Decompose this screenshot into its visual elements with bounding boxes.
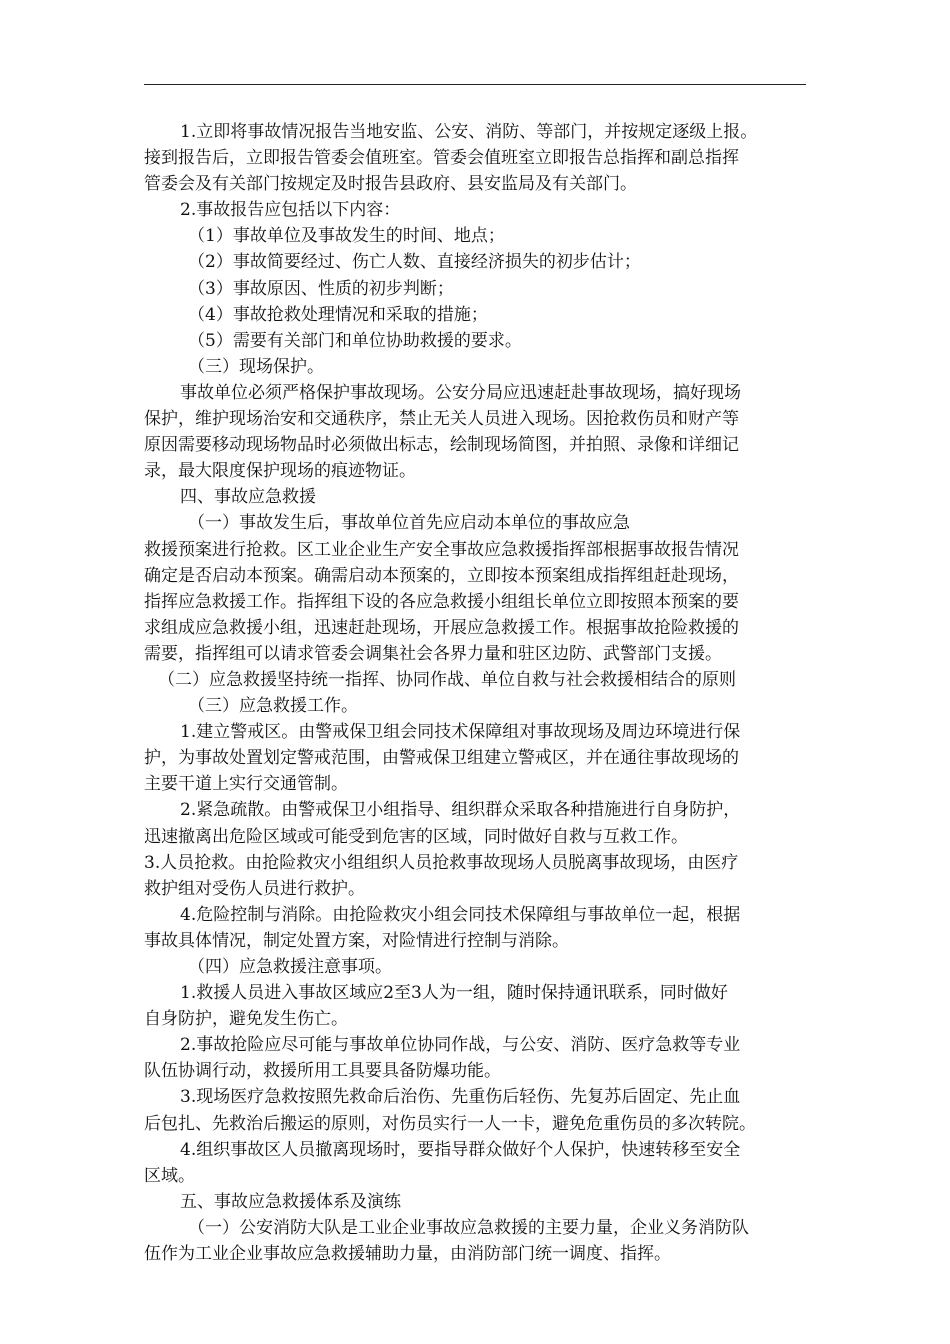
text-line: 区域。: [144, 1165, 195, 1186]
text-line: 管委会及有关部门按规定及时报告县政府、县安监局及有关部门。: [144, 174, 637, 195]
text-line: 伍作为工业企业事故应急救援辅助力量，由消防部门统一调度、指挥。: [144, 1244, 671, 1265]
text-line: 4.危险控制与消除。由抢险救灾小组会同技术保障组与事故单位一起，根据: [180, 904, 741, 925]
text-line: 自身防护，避免发生伤亡。: [144, 1009, 348, 1030]
text-line: 保护，维护现场治安和交通秩序，禁止无关人员进入现场。因抢救伤员和财产等: [144, 409, 739, 430]
text-line: 2.事故报告应包括以下内容：: [180, 200, 401, 221]
header-rule: [144, 84, 806, 85]
text-line: （一）公安消防大队是工业企业事故应急救援的主要力量，企业义务消防队: [188, 1217, 749, 1238]
text-line: 4.组织事故区人员撤离现场时，要指导群众做好个人保护，快速转移至安全: [180, 1139, 741, 1160]
text-line: 五、事故应急救援体系及演练: [180, 1191, 401, 1212]
text-line: （1）事故单位及事故发生的时间、地点；: [188, 226, 505, 247]
text-line: （三）现场保护。: [188, 356, 324, 377]
text-line: 1.建立警戒区。由警戒保卫组会同技术保障组对事故现场及周边环境进行保: [180, 722, 741, 743]
text-line: 队伍协调行动，救援所用工具要具备防爆功能。: [144, 1061, 501, 1082]
text-line: （四）应急救援注意事项。: [188, 957, 392, 977]
text-line: 救援预案进行抢救。区工业企业生产安全事故应急救援指挥部根据事故报告情况: [144, 539, 739, 560]
text-line: 指挥应急救援工作。指挥组下设的各应急救援小组组长单位立即按照本预案的要: [144, 591, 739, 612]
text-line: 求组成应急救援小组，迅速赶赴现场，开展应急救援工作。根据事故抢险救援的: [144, 617, 739, 638]
text-line: 1.立即将事故情况报告当地安监、公安、消防、等部门，并按规定逐级上报。: [180, 122, 758, 142]
text-line: 接到报告后，立即报告管委会值班室。管委会值班室立即报告总指挥和副总指挥: [144, 148, 739, 169]
text-line: 3.人员抢救。由抢险救灾小组组织人员抢救事故现场人员脱离事故现场，由医疗: [144, 852, 739, 873]
text-line: （二）应急救援坚持统一指挥、协同作战、单位自救与社会救援相结合的原则: [158, 669, 736, 690]
text-line: （3）事故原因、性质的初步判断；: [188, 278, 454, 299]
text-line: 2.紧急疏散。由警戒保卫小组指导、组织群众采取各种措施进行自身防护，: [180, 800, 741, 821]
text-line: （5）需要有关部门和单位协助救援的要求。: [188, 330, 522, 351]
text-line: （三）应急救援工作。: [188, 696, 358, 717]
text-line: 录，最大限度保护现场的痕迹物证。: [144, 461, 416, 482]
text-line: 后包扎、先救治后搬运的原则，对伤员实行一人一卡，避免危重伤员的多次转院。: [144, 1113, 756, 1134]
document-body: [144, 119, 806, 1267]
text-line: 主要干道上实行交通管制。: [144, 774, 348, 795]
text-line: 事故单位必须严格保护事故现场。公安分局应迅速赶赴事故现场，搞好现场: [180, 382, 741, 403]
text-line: （2）事故简要经过、伤亡人数、直接经济损失的初步估计；: [188, 252, 641, 273]
text-line: 1.救援人员进入事故区域应2至3人为一组，随时保持通讯联系，同时做好: [180, 983, 728, 1004]
text-line: （4）事故抢救处理情况和采取的措施；: [188, 304, 488, 325]
text-line: 3.现场医疗急救按照先救命后治伤、先重伤后轻伤、先复苏后固定、先止血: [180, 1087, 741, 1108]
text-line: 事故具体情况，制定处置方案，对险情进行控制与消除。: [144, 930, 569, 951]
text-line: 四、事故应急救援: [180, 487, 316, 508]
text-line: 2.事故抢险应尽可能与事故单位协同作战，与公安、消防、医疗急救等专业: [180, 1035, 741, 1056]
text-line: 护，为事故处置划定警戒范围，由警戒保卫组建立警戒区，并在通往事故现场的: [144, 748, 739, 769]
text-line: 确定是否启动本预案。确需启动本预案的，立即按本预案组成指挥组赶赴现场，: [144, 565, 739, 586]
text-line: 需要，指挥组可以请求管委会调集社会各界力量和驻区边防、武警部门支援。: [144, 643, 722, 664]
text-line: （一）事故发生后，事故单位首先应启动本单位的事故应急: [188, 513, 630, 534]
text-line: 原因需要移动现场物品时必须做出标志，绘制现场简图，并拍照、录像和详细记: [144, 435, 739, 456]
text-line: 迅速撤离出危险区域或可能受到危害的区域，同时做好自救与互救工作。: [144, 826, 688, 847]
text-line: 救护组对受伤人员进行救护。: [144, 878, 365, 899]
